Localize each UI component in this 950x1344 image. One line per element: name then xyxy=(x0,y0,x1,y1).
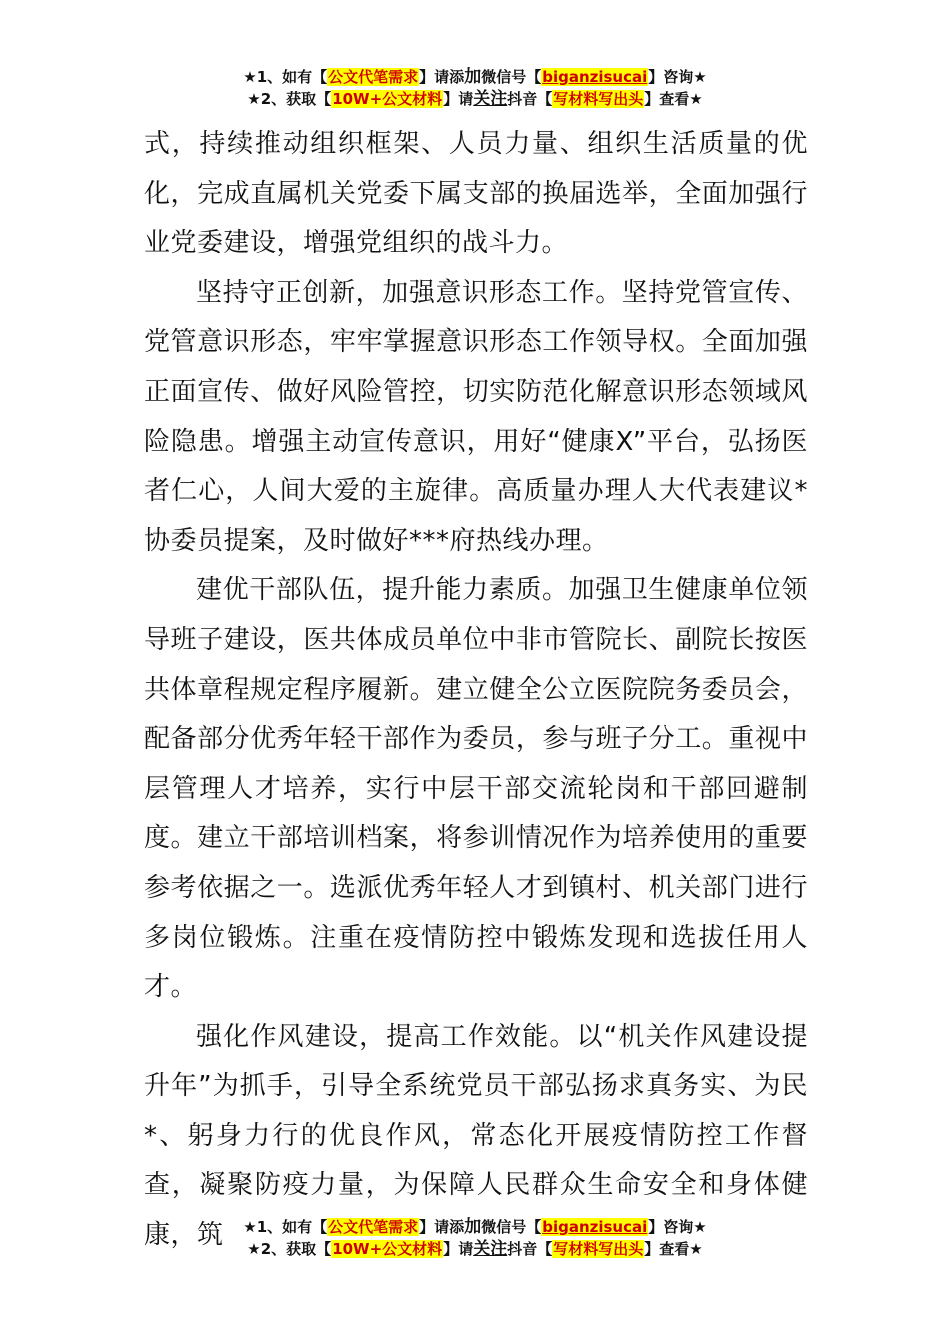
materials-highlight: 10W+公文材料 xyxy=(332,1240,443,1258)
paragraph-continuation: 式，持续推动组织框架、人员力量、组织生活质量的优化，完成直属机关党委下属支部的换届选举，全面加强行业党委建设，增强党组织的战斗力。 xyxy=(144,129,808,259)
paragraph-cadre-team: 建优干部队伍，提升能力素质。加强卫生健康单位领导班子建设，医共体成员单位中非市管院长、副院长按医共体章程规定程序履新。建立健全公立医院院务委员会，配备部分优秀年轻干部作为委员，参与班子分工。重视中层管理人才培养，实行中层干部交流轮岗和干部回避制度。建立干部培训档案，将参训情况作为培养使用的重要参考依据之一。选派优秀年轻人才到镇村、机关部门进行多岗位锻炼。注重在疫情防控中锻炼发现和选拔任用人才。 xyxy=(144,575,808,1003)
wechat-id-link[interactable]: biganzisucai xyxy=(542,1218,648,1236)
douyin-account-highlight: 写材料写出头 xyxy=(553,90,644,108)
wechat-id-link[interactable]: biganzisucai xyxy=(542,68,648,86)
banner-line-2: ★2、获取【10W+公文材料】请关注抖音【写材料写出头】查看★ xyxy=(247,89,703,109)
banner-line-1: ★1、如有【公文代笔需求】请添加微信号【biganzisucai】咨询★ xyxy=(243,67,707,87)
banner-line-1: ★1、如有【公文代笔需求】请添加微信号【biganzisucai】咨询★ xyxy=(243,1217,707,1237)
service-highlight: 公文代笔需求 xyxy=(328,68,419,86)
document-body xyxy=(144,120,808,1261)
footer-banner xyxy=(0,1216,950,1260)
banner-line-2: ★2、获取【10W+公文材料】请关注抖音【写材料写出头】查看★ xyxy=(247,1239,703,1259)
paragraph-work-style: 强化作风建设，提高工作效能。以“机关作风建设提升年”为抓手，引导全系统党员干部弘扬求真务实、为民*、躬身力行的优良作风，常态化开展疫情防控工作督查，凝聚防疫力量，为保障人民群众生命安全和身体健康，筑 xyxy=(144,1021,808,1251)
header-banner xyxy=(0,66,950,110)
paragraph-ideology-work: 坚持守正创新，加强意识形态工作。坚持党管宣传、党管意识形态，牢牢掌握意识形态工作领导权。全面加强正面宣传、做好风险管控，切实防范化解意识形态领域风险隐患。增强主动宣传意识，用好“健康X”平台，弘扬医者仁心，人间大爱的主旋律。高质量办理人大代表建议*协委员提案，及时做好***府热线办理。 xyxy=(144,277,808,556)
douyin-account-highlight: 写材料写出头 xyxy=(553,1240,644,1258)
service-highlight: 公文代笔需求 xyxy=(328,1218,419,1236)
materials-highlight: 10W+公文材料 xyxy=(332,90,443,108)
